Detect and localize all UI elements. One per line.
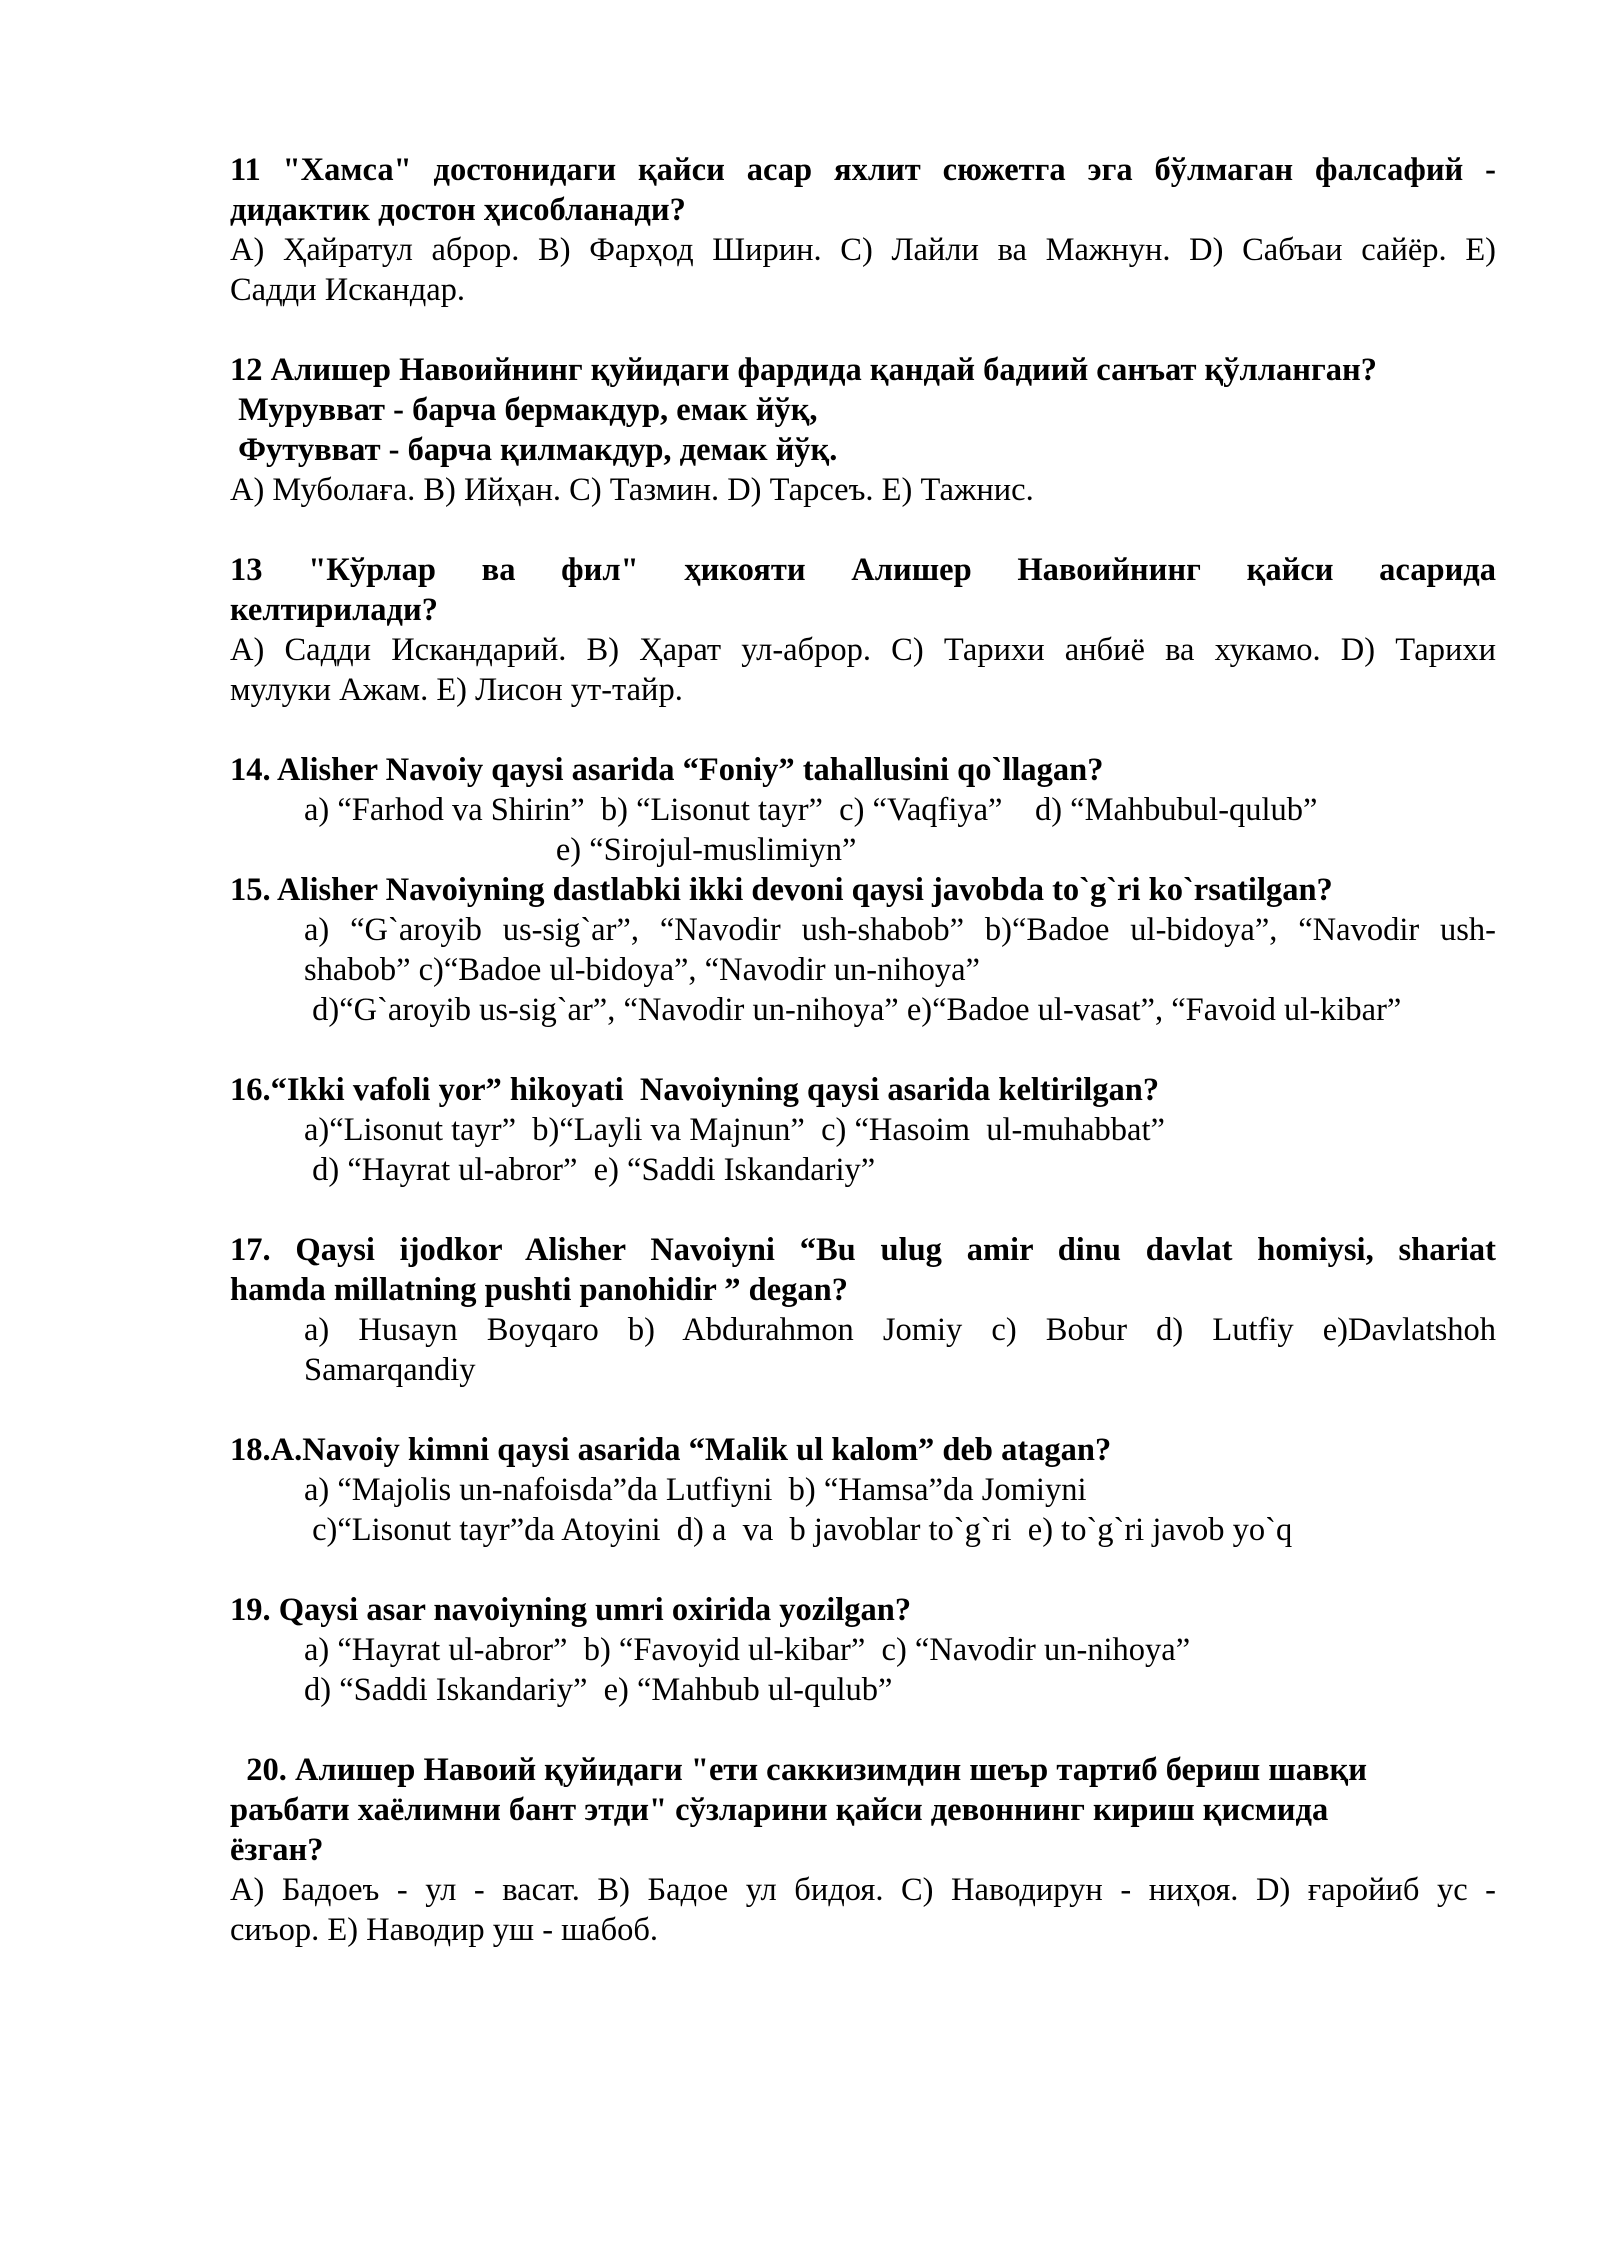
question-19 [230, 1590, 1496, 1710]
answer-line: d)“G`aroyib us-sig`ar”, “Navodir un-nihoya” e)“Badoe ul-vasat”, “Favoid ul-kibar” [304, 992, 1402, 1028]
question-text-line: келтирилади? [230, 592, 438, 628]
question-18 [230, 1430, 1496, 1550]
answer-line: shabob” c)“Badoe ul-bidoya”, “Navodir un-nihoya” [304, 952, 980, 988]
question-text-line: 17. Qaysi ijodkor Alisher Navoiyni “Bu ulug amir dinu davlat homiysi, shariat [230, 1232, 1496, 1268]
answer-line: Samarqandiy [304, 1352, 476, 1388]
answer-line: a) “G`aroyib us-sig`ar”, “Navodir ush-shabob” b)“Badoe ul-bidoya”, “Navodir ush- [304, 912, 1496, 948]
verse-line: Мурувват - барча бермакдур, емак йўқ, [230, 392, 818, 428]
question-text-line: hamda millatning pushti panohidir ” degan? [230, 1272, 849, 1308]
question-text-line: 13 "Кўрлар ва фил" ҳикояти Алишер Навоийнинг қайси асарида [230, 552, 1496, 588]
question-text-line: раъбати хаёлимни бант этди" сўзларини қайси девоннинг кириш қисмида [230, 1792, 1329, 1828]
question-12-answers [230, 470, 1496, 510]
question-text-line: 11 "Хамса" достонидаги қайси асар яхлит сюжетга эга бўлмаган фалсафий - [230, 152, 1496, 188]
answer-line: a) “Hayrat ul-abror” b) “Favoyid ul-kibar” c) “Navodir un-nihoya” [304, 1632, 1191, 1668]
answer-line: A) Бадоеъ - ул - васат. B) Бадое ул бидоя. C) Наводирун - ниҳоя. D) ғаройиб ус - [230, 1872, 1496, 1908]
answer-line: c)“Lisonut tayr”da Atoyini d) a va b javoblar to`g`ri e) to`g`ri javob yo`q [304, 1512, 1293, 1548]
question-17-answers [230, 1310, 1496, 1390]
question-17-text [230, 1230, 1496, 1310]
question-15-answers [230, 910, 1496, 1030]
question-16 [230, 1070, 1496, 1190]
answer-line: сиъор. E) Наводир уш - шабоб. [230, 1912, 659, 1948]
document-page [230, 150, 1496, 1950]
question-text-line: 14. Alisher Navoiy qaysi asarida “Foniy” tahallusini qo`llagan? [230, 752, 1104, 788]
question-13-answers [230, 630, 1496, 710]
question-20 [230, 1750, 1496, 1950]
question-14 [230, 750, 1496, 870]
question-15-text [230, 870, 1496, 910]
question-20-answers [230, 1870, 1496, 1950]
question-18-answers [230, 1470, 1496, 1550]
verse-line: Футувват - барча қилмакдур, демак йўқ. [230, 432, 838, 468]
question-13 [230, 550, 1496, 710]
question-text-line: 18.A.Navoiy kimni qaysi asarida “Malik ul kalom” deb atagan? [230, 1432, 1112, 1468]
question-text-line: 12 Алишер Навоийнинг қуйидаги фардида қандай бадиий санъат қўлланган? [230, 352, 1377, 388]
answer-line: d) “Saddi Iskandariy” e) “Mahbub ul-qulub” [304, 1672, 893, 1708]
question-16-text [230, 1070, 1496, 1110]
answer-line: мулуки Ажам. E) Лисон ут-тайр. [230, 672, 683, 708]
question-19-text [230, 1590, 1496, 1630]
answer-line: A) Садди Искандарий. B) Ҳарат ул-аброр. C) Тарихи анбиё ва хукамо. D) Тарихи [230, 632, 1496, 668]
question-11-answers [230, 230, 1496, 310]
question-text-line: 20. Алишер Навоий қуйидаги "ети саккизимдин шеър тартиб бериш шавқи [230, 1752, 1368, 1788]
question-19-answers [230, 1630, 1496, 1710]
question-11 [230, 150, 1496, 310]
question-14-text [230, 750, 1496, 790]
question-17 [230, 1230, 1496, 1390]
question-16-answers [230, 1110, 1496, 1190]
question-15 [230, 870, 1496, 1030]
question-text-line: 15. Alisher Navoiyning dastlabki ikki devoni qaysi javobda to`g`ri ko`rsatilgan? [230, 872, 1333, 908]
answer-line: a) “Majolis un-nafoisda”da Lutfiyni b) “Hamsa”da Jomiyni [304, 1472, 1087, 1508]
question-14-answers [230, 790, 1496, 870]
question-11-text [230, 150, 1496, 230]
question-13-text [230, 550, 1496, 630]
question-18-text [230, 1430, 1496, 1470]
answer-line: A) Муболаға. B) Ийҳан. C) Тазмин. D) Тарсеъ. E) Тажнис. [230, 472, 1034, 508]
answer-line: d) “Hayrat ul-abror” e) “Saddi Iskandariy” [304, 1152, 876, 1188]
answer-line: e) “Sirojul-muslimiyn” [304, 832, 857, 868]
answer-line: a) Husayn Boyqaro b) Abdurahmon Jomiy c) Bobur d) Lutfiy e)Davlatshoh [304, 1312, 1496, 1348]
answer-line: a)“Lisonut tayr” b)“Layli va Majnun” c) “Hasoim ul-muhabbat” [304, 1112, 1165, 1148]
answer-line: Садди Искандар. [230, 272, 466, 308]
question-20-text [230, 1750, 1496, 1870]
question-12 [230, 350, 1496, 510]
question-text-line: ёзган? [230, 1832, 324, 1868]
answer-line: a) “Farhod va Shirin” b) “Lisonut tayr” c) “Vaqfiya” d) “Mahbubul-qulub” [304, 792, 1318, 828]
question-12-text [230, 350, 1496, 470]
question-text-line: 19. Qaysi asar navoiyning umri oxirida yozilgan? [230, 1592, 912, 1628]
question-text-line: 16.“Ikki vafoli yor” hikoyati Navoiyning qaysi asarida keltirilgan? [230, 1072, 1160, 1108]
answer-line: A) Ҳайратул аброр. B) Фарҳод Ширин. C) Лайли ва Мажнун. D) Сабъаи сайёр. E) [230, 232, 1496, 268]
question-text-line: дидактик достон ҳисобланади? [230, 192, 686, 228]
